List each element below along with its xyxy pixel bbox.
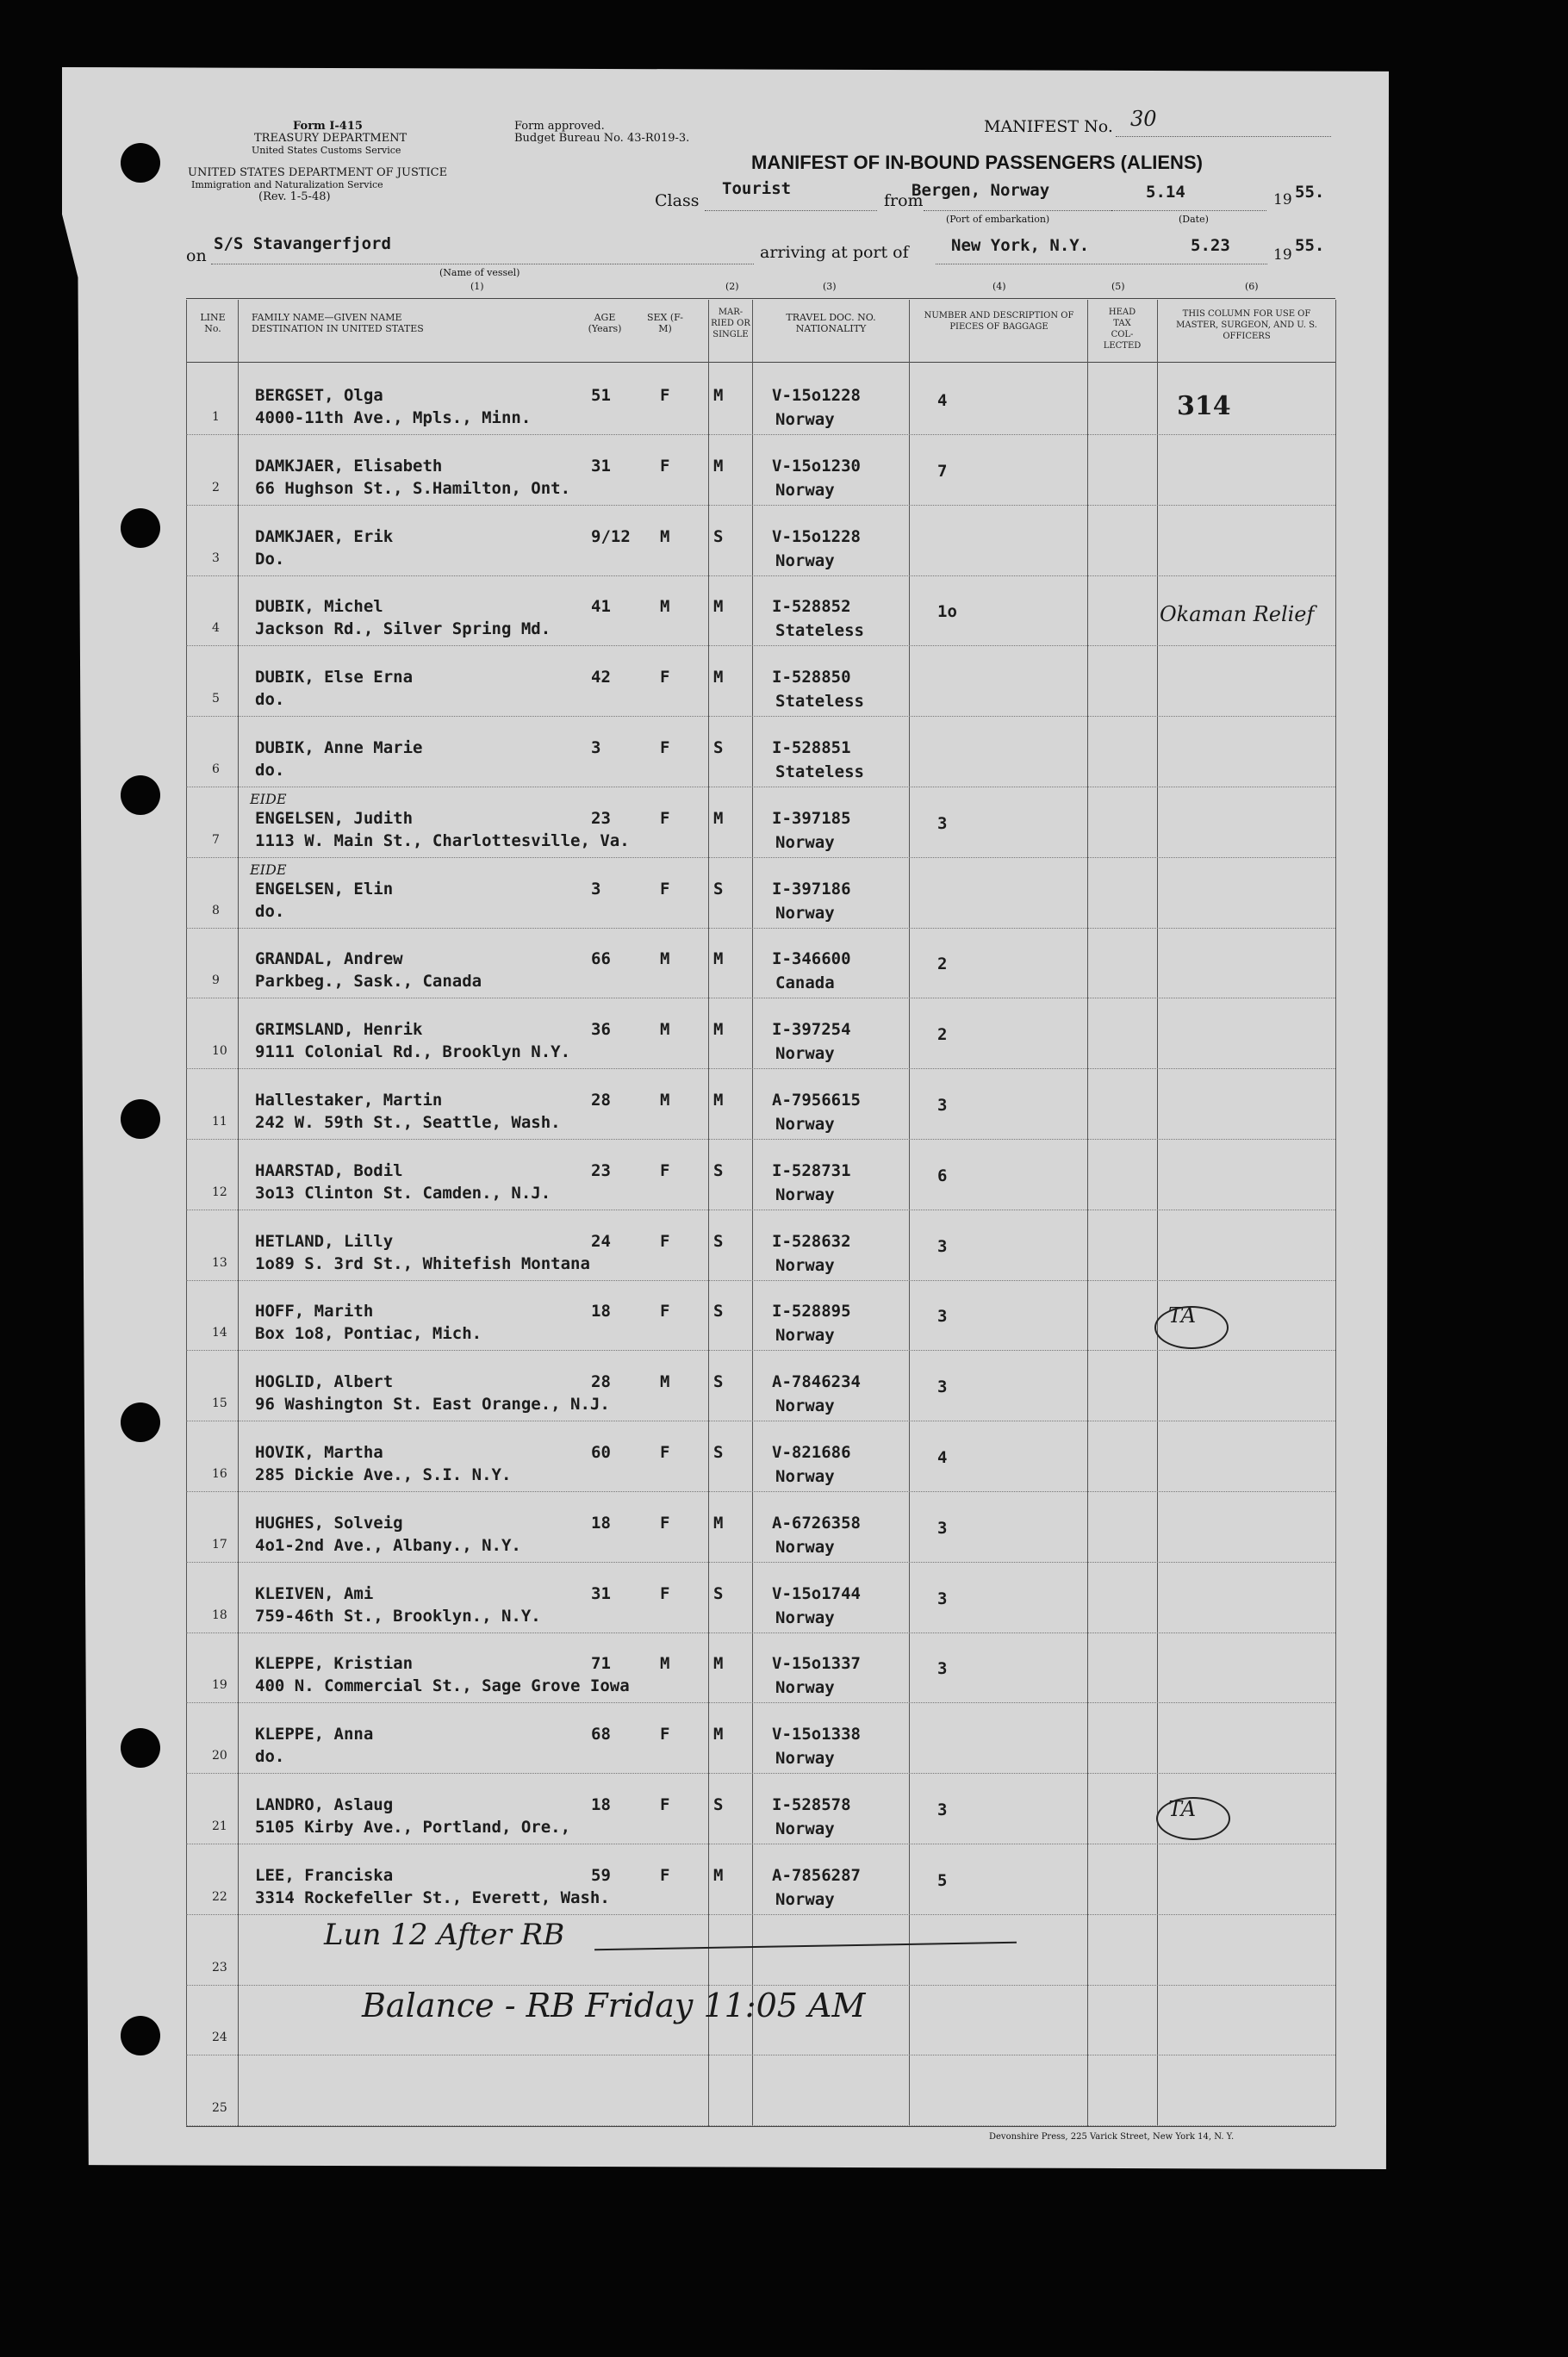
officer-note: Okaman Relief: [1160, 602, 1315, 626]
row-rule: [186, 2125, 1335, 2126]
table-row: [186, 929, 1335, 998]
sex-value: M: [660, 527, 670, 546]
marital-value: S: [713, 1443, 724, 1462]
manifest-title: MANIFEST OF IN-BOUND PASSENGERS (ALIENS): [751, 152, 1203, 173]
marital-value: M: [713, 809, 724, 828]
ins-service: Immigration and Naturalization Service: [191, 179, 383, 190]
passenger-name: DUBIK, Michel: [255, 597, 383, 616]
destination: do.: [255, 761, 285, 780]
col-num-5: (5): [1111, 281, 1125, 292]
passenger-name: LANDRO, Aslaug: [255, 1795, 394, 1814]
passenger-name: GRANDAL, Andrew: [255, 949, 403, 968]
nationality: Norway: [775, 1115, 835, 1134]
marital-value: S: [713, 1302, 724, 1321]
travel-doc-number: A-7856287: [772, 1866, 861, 1885]
sex-value: F: [660, 386, 670, 405]
age-value: 59: [591, 1866, 611, 1885]
col-num-4: (4): [992, 281, 1006, 292]
line-number: 16: [212, 1467, 227, 1481]
sex-value: M: [660, 1020, 670, 1039]
table-row: [186, 859, 1335, 929]
arrival-date: 5.23: [1191, 236, 1230, 255]
row-rule: [186, 1139, 1335, 1140]
col-num-1: (1): [470, 281, 484, 292]
line-number: 15: [212, 1396, 227, 1410]
table-row: [186, 788, 1335, 858]
table-row: [186, 1633, 1335, 1703]
travel-doc-number: I-397254: [772, 1020, 851, 1039]
destination: do.: [255, 1747, 285, 1766]
nationality: Norway: [775, 1467, 835, 1486]
officer-note: TA: [1168, 1797, 1197, 1821]
nationality: Norway: [775, 833, 835, 852]
passenger-name: KLEPPE, Kristian: [255, 1654, 414, 1673]
binder-hole: [121, 1728, 160, 1768]
year-prefix: 19: [1273, 191, 1292, 208]
nationality: Stateless: [775, 621, 864, 640]
marital-value: S: [713, 1584, 724, 1603]
manifest-number: 30: [1130, 107, 1157, 131]
marital-value: S: [713, 880, 724, 899]
sex-value: M: [660, 949, 670, 968]
nationality: Stateless: [775, 762, 864, 781]
header-bottom-rule: [186, 362, 1335, 363]
table-row: [186, 2056, 1335, 2126]
travel-doc-number: V-15o1228: [772, 527, 861, 546]
sex-value: F: [660, 1161, 670, 1180]
destination: 4o1-2nd Ave., Albany., N.Y.: [255, 1536, 521, 1555]
sex-value: M: [660, 1372, 670, 1391]
table-row: [186, 1845, 1335, 1915]
dept-treasury: TREASURY DEPARTMENT: [254, 132, 408, 145]
printer-footer: Devonshire Press, 225 Varick Street, New York 14, N. Y.: [989, 2132, 1235, 2142]
travel-doc-number: V-15o1230: [772, 457, 861, 476]
handwritten-eide-2: EIDE: [250, 861, 287, 878]
sex-value: F: [660, 738, 670, 757]
line-number: 22: [212, 1890, 227, 1904]
travel-doc-number: I-528852: [772, 597, 851, 616]
nationality: Norway: [775, 1749, 835, 1768]
baggage-count: 1o: [937, 602, 957, 621]
travel-doc-number: V-15o1744: [772, 1584, 861, 1603]
nationality: Norway: [775, 1326, 835, 1345]
destination: 1113 W. Main St., Charlottesville, Va.: [255, 831, 630, 850]
baggage-count: 3: [937, 1237, 948, 1256]
table-row: [186, 1070, 1335, 1140]
baggage-count: 3: [937, 814, 948, 833]
passenger-name: DUBIK, Anne Marie: [255, 738, 423, 757]
from-value: Bergen, Norway: [912, 181, 1050, 200]
nationality: Norway: [775, 1678, 835, 1697]
marital-value: M: [713, 1514, 724, 1533]
col-num-6: (6): [1245, 281, 1259, 292]
age-value: 71: [591, 1654, 611, 1673]
handwritten-eide-1: EIDE: [250, 791, 287, 807]
age-value: 42: [591, 668, 611, 687]
from-label: from: [884, 191, 924, 210]
destination: Parkbeg., Sask., Canada: [255, 972, 482, 991]
table-row: [186, 1564, 1335, 1633]
nationality: Norway: [775, 1256, 835, 1275]
marital-value: M: [713, 1725, 724, 1744]
row-rule: [186, 1773, 1335, 1774]
marital-value: M: [713, 1866, 724, 1885]
destination: 96 Washington St. East Orange., N.J.: [255, 1395, 610, 1414]
table-row: [186, 1493, 1335, 1563]
marital-value: M: [713, 668, 724, 687]
passenger-name: KLEPPE, Anna: [255, 1725, 374, 1744]
destination: 759-46th St., Brooklyn., N.Y.: [255, 1607, 541, 1626]
age-value: 31: [591, 457, 611, 476]
sex-value: F: [660, 880, 670, 899]
marital-value: M: [713, 1654, 724, 1673]
age-value: 23: [591, 1161, 611, 1180]
marital-value: M: [713, 457, 724, 476]
nationality: Norway: [775, 1890, 835, 1909]
baggage-count: 7: [937, 462, 948, 481]
sex-value: F: [660, 1302, 670, 1321]
age-value: 68: [591, 1725, 611, 1744]
age-value: 41: [591, 597, 611, 616]
line-number: 3: [212, 551, 220, 565]
binder-hole: [121, 1099, 160, 1139]
destination: 400 N. Commercial St., Sage Grove Iowa: [255, 1676, 630, 1695]
baggage-count: 2: [937, 1025, 948, 1044]
arrival-port: New York, N.Y.: [951, 236, 1090, 255]
line-number: 1: [212, 410, 220, 424]
passenger-name: HOVIK, Martha: [255, 1443, 383, 1462]
baggage-count: 3: [937, 1096, 948, 1115]
passenger-name: HOFF, Marith: [255, 1302, 374, 1321]
sex-value: F: [660, 1866, 670, 1885]
col-divider: [1335, 300, 1336, 2126]
age-value: 66: [591, 949, 611, 968]
arrival-year-prefix: 19: [1273, 246, 1292, 264]
baggage-count: 3: [937, 1659, 948, 1678]
passenger-name: HOGLID, Albert: [255, 1372, 394, 1391]
header-sex: SEX (F-M): [646, 312, 684, 334]
revision: (Rev. 1-5-48): [258, 190, 331, 203]
form-number: Form I-415: [293, 120, 363, 133]
marital-value: M: [713, 1091, 724, 1110]
header-travel-doc: TRAVEL DOC. NO. NATIONALITY: [786, 312, 876, 334]
baggage-count: 3: [937, 1800, 948, 1819]
destination: 66 Hughson St., S.Hamilton, Ont.: [255, 479, 571, 498]
destination: do.: [255, 690, 285, 709]
ta-circle: [1154, 1306, 1229, 1349]
marital-value: S: [713, 1795, 724, 1814]
table-row: [186, 576, 1335, 646]
header-name: FAMILY NAME—GIVEN NAME DESTINATION IN UNITED STATES: [252, 312, 424, 334]
passenger-name: LEE, Franciska: [255, 1866, 394, 1885]
line-number: 10: [212, 1044, 227, 1058]
line-number: 25: [212, 2101, 227, 2115]
row-rule: [186, 1702, 1335, 1703]
header-line-no: LINE No.: [200, 312, 226, 334]
destination: 1o89 S. 3rd St., Whitefish Montana: [255, 1254, 590, 1273]
departure-date: 5.14: [1146, 183, 1185, 202]
vessel-name: S/S Stavangerfjord: [214, 234, 391, 253]
baggage-count: 4: [937, 391, 948, 410]
line-number: 2: [212, 481, 220, 494]
table-bottom-rule: [186, 2126, 1335, 2127]
marital-value: M: [713, 386, 724, 405]
passenger-name: Hallestaker, Martin: [255, 1091, 443, 1110]
dept-justice: UNITED STATES DEPARTMENT OF JUSTICE: [188, 166, 448, 179]
marital-value: S: [713, 1161, 724, 1180]
age-value: 24: [591, 1232, 611, 1251]
passenger-name: HUGHES, Solveig: [255, 1514, 403, 1533]
sex-value: F: [660, 457, 670, 476]
sex-value: F: [660, 1725, 670, 1744]
age-value: 18: [591, 1795, 611, 1814]
handwritten-line-24: Balance - RB Friday 11:05 AM: [362, 1987, 866, 2024]
row-rule: [186, 1350, 1335, 1351]
nationality: Norway: [775, 551, 835, 570]
budget-bureau: Budget Bureau No. 43-R019-3.: [514, 132, 690, 145]
age-value: 3: [591, 880, 601, 899]
sex-value: M: [660, 1654, 670, 1673]
date-line: [1111, 210, 1266, 211]
nationality: Norway: [775, 1396, 835, 1415]
table-row: [186, 999, 1335, 1069]
line-number: 19: [212, 1678, 227, 1692]
travel-doc-number: I-528895: [772, 1302, 851, 1321]
line-number: 24: [212, 2031, 227, 2044]
passenger-name: HAARSTAD, Bodil: [255, 1161, 403, 1180]
class-line: [705, 210, 877, 211]
table-row: [186, 1211, 1335, 1281]
travel-doc-number: V-15o1228: [772, 386, 861, 405]
travel-doc-number: I-528850: [772, 668, 851, 687]
travel-doc-number: I-528632: [772, 1232, 851, 1251]
age-value: 31: [591, 1584, 611, 1603]
line-number: 9: [212, 973, 220, 987]
table-row: [186, 436, 1335, 506]
binder-hole: [121, 2016, 160, 2055]
class-label: Class: [655, 191, 700, 210]
travel-doc-number: I-528731: [772, 1161, 851, 1180]
age-value: 18: [591, 1302, 611, 1321]
passenger-name: DAMKJAER, Erik: [255, 527, 394, 546]
nationality: Stateless: [775, 692, 864, 711]
age-value: 36: [591, 1020, 611, 1039]
line-number: 20: [212, 1749, 227, 1763]
destination: 5105 Kirby Ave., Portland, Ore.,: [255, 1818, 571, 1837]
age-value: 51: [591, 386, 611, 405]
arriving-label: arriving at port of: [760, 243, 909, 262]
line-number: 13: [212, 1256, 227, 1270]
on-label: on: [186, 246, 207, 265]
line-number: 5: [212, 692, 220, 706]
binder-hole: [121, 508, 160, 548]
header-age: AGE (Years): [588, 312, 622, 334]
marital-value: M: [713, 597, 724, 616]
line-number: 14: [212, 1326, 227, 1340]
line-number: 11: [212, 1115, 227, 1129]
destination: 3314 Rockefeller St., Everett, Wash.: [255, 1888, 610, 1907]
passenger-name: DUBIK, Else Erna: [255, 668, 414, 687]
sex-value: F: [660, 1584, 670, 1603]
passenger-name: GRIMSLAND, Henrik: [255, 1020, 423, 1039]
sex-value: M: [660, 597, 670, 616]
nationality: Norway: [775, 1608, 835, 1627]
row-rule: [186, 1068, 1335, 1069]
passenger-name: ENGELSEN, Elin: [255, 880, 394, 899]
line-number: 12: [212, 1185, 227, 1199]
line-number: 8: [212, 904, 220, 917]
line-number: 4: [212, 621, 220, 635]
sex-value: F: [660, 809, 670, 828]
sex-value: F: [660, 1232, 670, 1251]
sex-value: M: [660, 1091, 670, 1110]
nationality: Norway: [775, 410, 835, 429]
row-rule: [186, 716, 1335, 717]
travel-doc-number: A-6726358: [772, 1514, 861, 1533]
arrival-year: 55.: [1295, 236, 1325, 255]
table-row: [186, 507, 1335, 576]
marital-value: S: [713, 1232, 724, 1251]
destination: 285 Dickie Ave., S.I. N.Y.: [255, 1465, 512, 1484]
age-value: 3: [591, 738, 601, 757]
departure-year: 55.: [1295, 183, 1325, 202]
officer-note: TA: [1168, 1303, 1197, 1328]
baggage-count: 3: [937, 1378, 948, 1396]
nationality: Norway: [775, 1819, 835, 1838]
baggage-count: 3: [937, 1307, 948, 1326]
col-num-2: (2): [725, 281, 739, 292]
destination: Do.: [255, 550, 285, 569]
form-approved: Form approved.: [514, 120, 605, 133]
row-rule: [186, 857, 1335, 858]
nationality: Norway: [775, 481, 835, 500]
table-row: [186, 1352, 1335, 1421]
passenger-name: ENGELSEN, Judith: [255, 809, 414, 828]
table-row: [186, 647, 1335, 717]
travel-doc-number: V-15o1338: [772, 1725, 861, 1744]
header-baggage: NUMBER AND DESCRIPTION OF PIECES OF BAGGAGE: [924, 311, 1074, 332]
sex-value: F: [660, 1795, 670, 1814]
sex-value: F: [660, 668, 670, 687]
baggage-count: 5: [937, 1871, 948, 1890]
passenger-name: BERGSET, Olga: [255, 386, 383, 405]
travel-doc-number: V-15o1337: [772, 1654, 861, 1673]
passenger-name: KLEIVEN, Ami: [255, 1584, 374, 1603]
table-row: [186, 365, 1335, 435]
nationality: Norway: [775, 1044, 835, 1063]
line-number: 18: [212, 1608, 227, 1622]
line-number: 17: [212, 1538, 227, 1552]
baggage-count: 3: [937, 1589, 948, 1608]
table-row: [186, 1422, 1335, 1492]
officer-note: 314: [1177, 391, 1231, 421]
header-head-tax: HEAD TAX COL-LECTED: [1103, 308, 1142, 351]
customs-service: United States Customs Service: [252, 145, 401, 156]
line-number: 7: [212, 833, 220, 847]
nationality: Norway: [775, 1538, 835, 1557]
travel-doc-number: I-397185: [772, 809, 851, 828]
nationality: Norway: [775, 1185, 835, 1204]
header-officers: THIS COLUMN FOR USE OF MASTER, SURGEON, AND U. S. OFFICERS: [1176, 309, 1317, 341]
nationality: Norway: [775, 904, 835, 923]
row-rule: [186, 505, 1335, 506]
marital-value: S: [713, 527, 724, 546]
row-rule: [186, 1562, 1335, 1563]
travel-doc-number: A-7846234: [772, 1372, 861, 1391]
marital-value: M: [713, 949, 724, 968]
travel-doc-number: I-528578: [772, 1795, 851, 1814]
manifest-label: MANIFEST No.: [984, 117, 1113, 136]
destination: 242 W. 59th St., Seattle, Wash.: [255, 1113, 561, 1132]
baggage-count: 6: [937, 1166, 948, 1185]
date-label: (Date): [1179, 214, 1209, 225]
sex-value: F: [660, 1443, 670, 1462]
destination: Box 1o8, Pontiac, Mich.: [255, 1324, 482, 1343]
destination: do.: [255, 902, 285, 921]
travel-doc-number: V-821686: [772, 1443, 851, 1462]
vessel-label: (Name of vessel): [439, 267, 520, 278]
port-embark-label: (Port of embarkation): [946, 214, 1050, 225]
destination: 9111 Colonial Rd., Brooklyn N.Y.: [255, 1042, 571, 1061]
handwritten-line-23: Lun 12 After RB: [324, 1918, 565, 1952]
baggage-count: 3: [937, 1519, 948, 1538]
ta-circle: [1156, 1797, 1230, 1840]
marital-value: S: [713, 738, 724, 757]
binder-hole: [121, 1402, 160, 1442]
sex-value: F: [660, 1514, 670, 1533]
age-value: 28: [591, 1372, 611, 1391]
line-number: 23: [212, 1961, 227, 1975]
passenger-name: HETLAND, Lilly: [255, 1232, 394, 1251]
binder-hole: [121, 143, 160, 183]
destination: 4000-11th Ave., Mpls., Minn.: [255, 408, 532, 427]
destination: 3o13 Clinton St. Camden., N.J.: [255, 1184, 551, 1203]
table-row: [186, 1704, 1335, 1774]
age-value: 28: [591, 1091, 611, 1110]
travel-doc-number: A-7956615: [772, 1091, 861, 1110]
travel-doc-number: I-528851: [772, 738, 851, 757]
baggage-count: 2: [937, 955, 948, 973]
age-value: 9/12: [591, 527, 631, 546]
marital-value: S: [713, 1372, 724, 1391]
age-value: 60: [591, 1443, 611, 1462]
row-rule: [186, 434, 1335, 435]
header-married: MAR-RIED OR SINGLE: [711, 308, 750, 339]
marital-value: M: [713, 1020, 724, 1039]
travel-doc-number: I-397186: [772, 880, 851, 899]
col-num-3: (3): [823, 281, 837, 292]
manifest-line: [1116, 136, 1331, 137]
table-row: [186, 1141, 1335, 1210]
binder-hole: [121, 775, 160, 815]
line-number: 21: [212, 1819, 227, 1833]
travel-doc-number: I-346600: [772, 949, 851, 968]
baggage-count: 4: [937, 1448, 948, 1467]
destination: Jackson Rd., Silver Spring Md.: [255, 619, 551, 638]
line-number: 6: [212, 762, 220, 776]
row-rule: [186, 1491, 1335, 1492]
row-rule: [186, 1914, 1335, 1915]
table-row: [186, 718, 1335, 787]
row-rule: [186, 645, 1335, 646]
table-top-rule: [186, 298, 1335, 299]
passenger-name: DAMKJAER, Elisabeth: [255, 457, 443, 476]
age-value: 18: [591, 1514, 611, 1533]
nationality: Canada: [775, 973, 835, 992]
class-value: Tourist: [722, 179, 792, 198]
age-value: 23: [591, 809, 611, 828]
